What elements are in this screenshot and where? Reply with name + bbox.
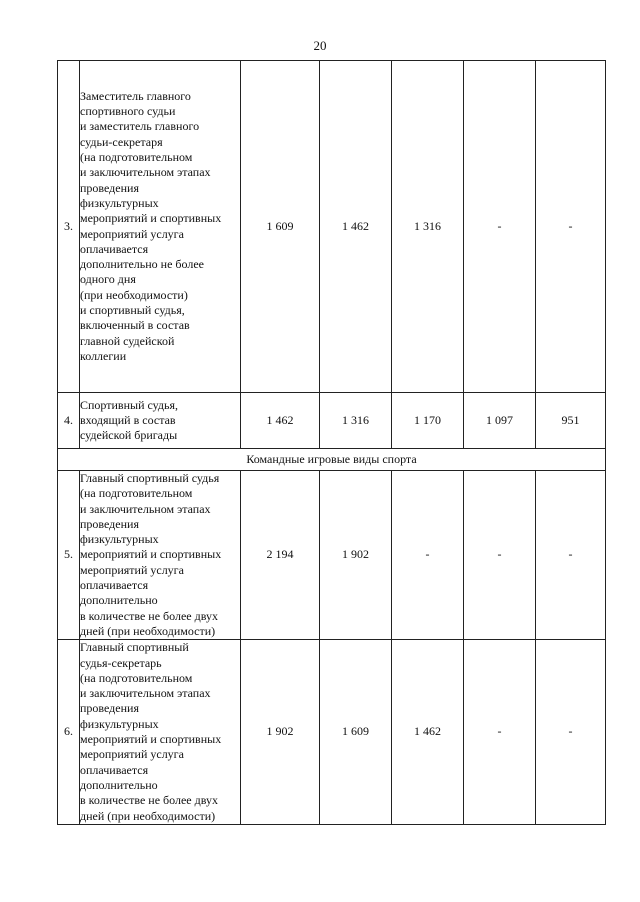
row-number: 5. — [58, 471, 80, 640]
rate-cell: 1 316 — [392, 61, 464, 393]
rate-cell: 2 194 — [241, 471, 320, 640]
rate-cell: 1 462 — [392, 640, 464, 825]
rate-cell: - — [536, 640, 606, 825]
rate-cell: - — [536, 61, 606, 393]
table-row — [58, 640, 606, 825]
position-name: Заместитель главного спортивного судьи и заместитель главного судьи-секретаря (на подготовительном и заключительном этапах проведения физкультурных мероприятий и спортивных мероприятий услуга оплачивается дополнительно не более одного дня (при необходимости) и спортивный судья, включенный в состав главной судейской коллегии — [80, 61, 241, 393]
rate-cell: - — [464, 640, 536, 825]
position-name: Главный спортивный судья (на подготовительном и заключительном этапах проведения физкультурных мероприятий и спортивных мероприятий услуга оплачивается дополнительно в количестве не более двух дней (при необходимости) — [80, 471, 241, 640]
page-number: 20 — [313, 38, 327, 53]
rate-cell: - — [536, 471, 606, 640]
rate-cell: 1 170 — [392, 393, 464, 449]
rate-cell: 1 462 — [320, 61, 392, 393]
section-row — [58, 449, 606, 471]
rate-cell: 1 902 — [241, 640, 320, 825]
table-row — [58, 471, 606, 640]
table-row — [58, 393, 606, 449]
rate-cell: - — [464, 61, 536, 393]
rates-table — [57, 60, 606, 825]
position-name: Главный спортивный судья-секретарь (на подготовительном и заключительном этапах проведения физкультурных мероприятий и спортивных мероприятий услуга оплачивается дополнительно в количестве не более двух дней (при необходимости) — [80, 640, 241, 825]
row-number: 6. — [58, 640, 80, 825]
rate-cell: - — [392, 471, 464, 640]
rate-cell: 951 — [536, 393, 606, 449]
rate-cell: 1 316 — [320, 393, 392, 449]
rate-cell: 1 609 — [241, 61, 320, 393]
table-row — [58, 61, 606, 393]
rate-cell: 1 902 — [320, 471, 392, 640]
row-number: 4. — [58, 393, 80, 449]
rate-cell: 1 462 — [241, 393, 320, 449]
rate-cell: - — [464, 471, 536, 640]
rate-cell: 1 609 — [320, 640, 392, 825]
position-name: Спортивный судья, входящий в состав судейской бригады — [80, 393, 241, 449]
row-number: 3. — [58, 61, 80, 393]
section-title: Командные игровые виды спорта — [58, 449, 606, 471]
rate-cell: 1 097 — [464, 393, 536, 449]
